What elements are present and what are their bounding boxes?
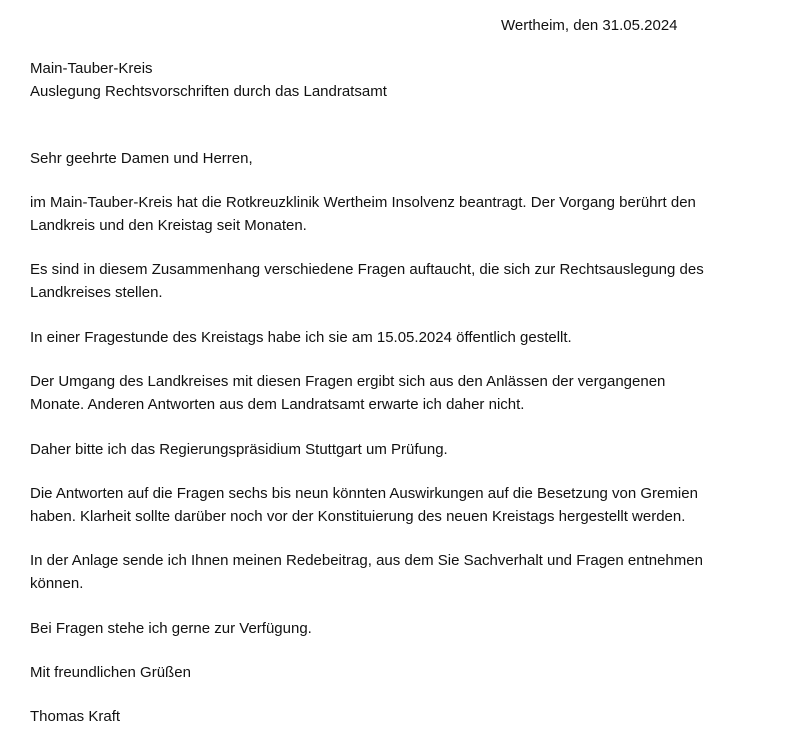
- paragraph-6-line-2: haben. Klarheit sollte darüber noch vor der Konstituierung des neuen Kreistags hergestellt werden.: [30, 508, 686, 525]
- paragraph-4-line-1: Der Umgang des Landkreises mit diesen Fragen ergibt sich aus den Anlässen der vergangenen: [30, 373, 666, 390]
- paragraph-6-line-1: Die Antworten auf die Fragen sechs bis neun könnten Auswirkungen auf die Besetzung von Gremien: [30, 485, 698, 502]
- paragraph-5-line-1: Daher bitte ich das Regierungspräsidium Stuttgart um Prüfung.: [30, 441, 448, 458]
- salutation: Sehr geehrte Damen und Herren,: [30, 150, 253, 167]
- paragraph-1-line-2: Landkreis und den Kreistag seit Monaten.: [30, 217, 307, 234]
- dateline: Wertheim, den 31.05.2024: [501, 17, 678, 34]
- paragraph-2-line-2: Landkreises stellen.: [30, 284, 163, 301]
- recipient-line-2: Auslegung Rechtsvorschriften durch das Landratsamt: [30, 83, 387, 100]
- paragraph-8-line-1: Bei Fragen stehe ich gerne zur Verfügung.: [30, 620, 312, 637]
- recipient-line-1: Main-Tauber-Kreis: [30, 60, 153, 77]
- closing: Mit freundlichen Grüßen: [30, 664, 191, 681]
- signature: Thomas Kraft: [30, 708, 121, 725]
- paragraph-7-line-1: In der Anlage sende ich Ihnen meinen Redebeitrag, aus dem Sie Sachverhalt und Fragen entnehmen: [30, 552, 703, 569]
- paragraph-2-line-1: Es sind in diesem Zusammenhang verschiedene Fragen auftaucht, die sich zur Rechtsauslegung des: [30, 261, 704, 278]
- paragraph-3-line-1: In einer Fragestunde des Kreistags habe ich sie am 15.05.2024 öffentlich gestellt.: [30, 329, 572, 346]
- paragraph-1-line-1: im Main-Tauber-Kreis hat die Rotkreuzklinik Wertheim Insolvenz beantragt. Der Vorgang berührt den: [30, 194, 696, 211]
- paragraph-7-line-2: können.: [30, 575, 84, 592]
- paragraph-4-line-2: Monate. Anderen Antworten aus dem Landratsamt erwarte ich daher nicht.: [30, 396, 525, 413]
